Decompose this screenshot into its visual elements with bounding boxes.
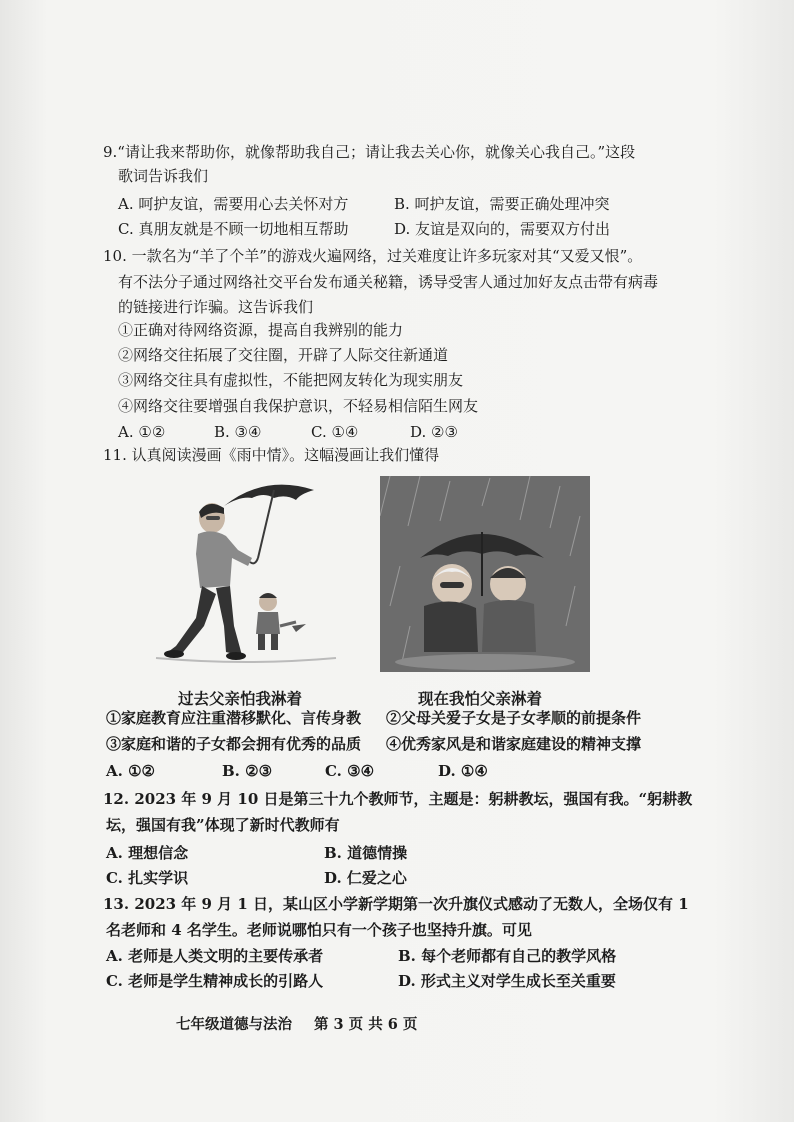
q12-option-c: C. 扎实学识 xyxy=(106,869,189,887)
q11-option-d: D. ①④ xyxy=(438,762,488,780)
q11-option-c: C. ③④ xyxy=(325,762,375,780)
q11-statement-3: ③家庭和谐的子女都会拥有优秀的品质 xyxy=(106,735,362,753)
q10-option-d: D. ②③ xyxy=(410,423,458,441)
q10-stem-line1: 10. 一款名为“羊了个羊”的游戏火遍网络，过关难度让许多玩家对其“又爱又恨”。 xyxy=(103,247,643,265)
q13-stem-line2: 名老师和 4 名学生。老师说哪怕只有一个孩子也坚持升旗。可见 xyxy=(106,921,532,939)
footer-subject: 七年级道德与法治 xyxy=(176,1016,292,1033)
q11-statement-1: ①家庭教育应注重潜移默化、言传身教 xyxy=(106,709,362,727)
q10-option-c: C. ①④ xyxy=(311,423,359,441)
q9-option-a: A. 呵护友谊，需要用心去关怀对方 xyxy=(118,195,349,213)
q9-stem-line2: 歌词告诉我们 xyxy=(118,167,209,185)
q9-option-d: D. 友谊是双向的，需要双方付出 xyxy=(394,220,611,238)
q10-stem-line3: 的链接进行诈骗。这告诉我们 xyxy=(118,298,314,316)
q10-statement-2: ②网络交往拓展了交往圈，开辟了人际交往新通道 xyxy=(118,346,449,364)
q13-option-a: A. 老师是人类文明的主要传承者 xyxy=(106,947,324,965)
q12-option-a: A. 理想信念 xyxy=(106,844,189,862)
q9-option-b: B. 呵护友谊，需要正确处理冲突 xyxy=(394,195,610,213)
q9-stem-line1: 9.“请让我来帮助你，就像帮助我自己；请让我去关心你，就像关心我自己。”这段 xyxy=(103,143,636,161)
q11-statement-2: ②父母关爱子女是子女孝顺的前提条件 xyxy=(386,709,642,727)
q9-option-c: C. 真朋友就是不顾一切地相互帮助 xyxy=(118,220,349,238)
q13-option-b: B. 每个老师都有自己的教学风格 xyxy=(398,947,617,965)
q11-option-b: B. ②③ xyxy=(222,762,273,780)
q12-option-b: B. 道德情操 xyxy=(324,844,408,862)
q10-stem-line2: 有不法分子通过网络社交平台发布通关秘籍，诱导受害人通过加好友点击带有病毒 xyxy=(118,273,659,291)
q10-option-a: A. ①② xyxy=(118,423,166,441)
footer-page-number: 第 3 页 共 6 页 xyxy=(314,1016,418,1033)
q11-statement-4: ④优秀家风是和谐家庭建设的精神支撑 xyxy=(386,735,642,753)
q13-stem-line1: 13. 2023 年 9 月 1 日，某山区小学新学期第一次升旗仪式感动了无数人，全场仅有 1 xyxy=(103,895,689,913)
q12-option-d: D. 仁爱之心 xyxy=(324,869,407,887)
q10-statement-3: ③网络交往具有虚拟性，不能把网友转化为现实朋友 xyxy=(118,371,464,389)
q13-option-d: D. 形式主义对学生成长至关重要 xyxy=(398,972,616,990)
q11-stem: 11. 认真阅读漫画《雨中情》。这幅漫画让我们懂得 xyxy=(103,446,440,464)
q11-option-a: A. ①② xyxy=(106,762,155,780)
cartoon-father-umbrella xyxy=(146,476,346,672)
cartoon-child-umbrella xyxy=(380,476,590,672)
q12-stem-line1: 12. 2023 年 9 月 10 日是第三十九个教师节，主题是：躬耕教坛，强国有我。“躬耕教 xyxy=(103,790,693,808)
q13-option-c: C. 老师是学生精神成长的引路人 xyxy=(106,972,324,990)
q10-statement-1: ①正确对待网络资源，提高自我辨别的能力 xyxy=(118,321,404,339)
caption-right: 现在我怕父亲淋着 xyxy=(418,689,543,708)
q10-statement-4: ④网络交往要增强自我保护意识，不轻易相信陌生网友 xyxy=(118,397,479,415)
caption-left: 过去父亲怕我淋着 xyxy=(178,689,303,708)
q10-option-b: B. ③④ xyxy=(214,423,262,441)
q12-stem-line2: 坛，强国有我”体现了新时代教师有 xyxy=(106,816,340,834)
